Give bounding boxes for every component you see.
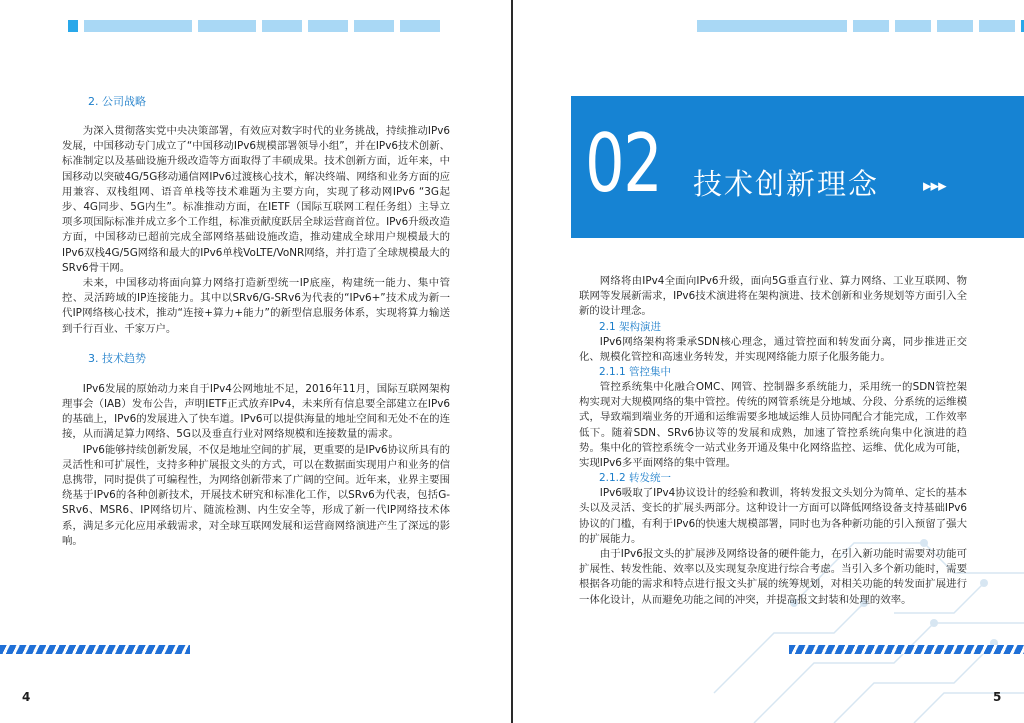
paragraph: 由于IPv6报文头的扩展涉及网络设备的硬件能力，在引入新功能时需要对功能可扩展性、转发性能、效率以及实现复杂度进行综合考虑。当引入多个新功能时，需要根据各功能的需求和特点进行报文头扩展的统筹规划，对相关功能的转发面扩展进行一体化设计，从而避免功能之间的冲突，并提高报文封装和处理的效率。	[579, 548, 967, 606]
bottom-stripe-decoration	[789, 645, 1024, 654]
bottom-stripe-decoration	[0, 645, 190, 654]
top-decoration-bars	[697, 20, 1024, 32]
paragraph: 管控系统集中化融合OMC、网管、控制器多系统能力，采用统一的SDN管控架构实现对大规模网络的集中管控。传统的网管系统是分地域、分段、分系统的运维模式，导致端到端业务的开通和运维需要多地域运维人员协同配合才能完成，工作效率低下。随着SDN、SRv6协议等的发展和成熟，加速了管控系统向集中化演进的趋势。集中化的管控系统令一站式业务开通及集中化网络监控、运维、优化成为可能，实现IPv6多平面网络的集中管理。	[579, 381, 967, 470]
paragraph: IPv6吸取了IPv4协议设计的经验和教训，将转发报文头划分为简单、定长的基本头以及灵活、变长的扩展头两部分。这种设计一方面可以降低网络设备支持基础IPv6协议的门槛，有利于IPv6的快速大规模部署，同时也为各种新功能的引入预留了强大的扩展能力。	[579, 487, 967, 545]
section-heading-strategy: 2. 公司战略	[88, 95, 146, 108]
left-page	[0, 0, 511, 723]
paragraph: 为深入贯彻落实党中央决策部署，有效应对数字时代的业务挑战，持续推动IPv6发展，中国移动专门成立了“中国移动IPv6规模部署领导小组”，并在IPv6技术创新、标准制定以及基础设施升级改造等方面取得了丰硕成果。技术创新方面，近年来，中国移动以突破4G/5G移动通信网IPv6过渡核心技术，解决终端、网络和业务方面的应用兼容、双栈组网、语音单栈等技术难题为主要方向，实现了移动网IPv6 “3G起步、4G同步、5G内生”。标准推动方面，在IETF（国际互联网工程任务组）主导立项多项国际标准并成立多个工作组，标准贡献度跃居全球运营商首位。IPv6升级改造方面，中国移动已超前完成全部网络基础设施改造，推动建成全球用户规模最大的IPv6双栈4G/5G网络和最大的IPv6单栈VoLTE/VoNR网络，并打造了全球规模最大的SRv6骨干网。	[62, 125, 450, 274]
top-decoration-bars	[68, 20, 440, 32]
subsection-heading-control: 2.1.1 管控集中	[598, 366, 671, 379]
section-heading-trend: 3. 技术趋势	[88, 351, 146, 365]
chapter-title: 技术创新理念	[693, 167, 880, 201]
subsection-heading-forwarding: 2.1.2 转发统一	[598, 472, 671, 485]
right-page	[513, 0, 1024, 723]
subsection-heading-architecture: 2.1 架构演进	[598, 320, 661, 333]
page-number: 5	[993, 690, 1002, 704]
right-body	[579, 274, 967, 608]
chapter-banner	[571, 96, 1024, 238]
paragraph: IPv6网络架构将秉承SDN核心理念，通过管控面和转发面分离，同步推进正交化、规模化管控和高速业务转发，并实现网络能力原子化服务能力。	[579, 335, 967, 363]
paragraph: 网络将由IPv4全面向IPv6升级，面向5G垂直行业、算力网络、工业互联网、物联网等发展新需求，IPv6技术演进将在架构演进、技术创新和业务规划等方面引入全新的设计理念。	[579, 275, 967, 318]
paragraph: IPv6能够持续创新发展，不仅是地址空间的扩展，更重要的是IPv6协议所具有的灵活性和可扩展性，支持多种扩展报文头的方式，可以在数据面实现用户和业务的信息携带，同时提供了可编程性，为网络创新带来了广阔的空间。近年来，业界主要围绕基于IPv6的各种创新技术，开展技术研究和标准化工作，以SRv6为代表，包括G-SRv6、MSR6、IP网络切片、随流检测、内生安全等，形成了新一代IP网络技术体系，满足多元化应用承载需求，对全球互联网发展和运营商网络演进产生了深远的影响。	[62, 443, 450, 547]
paragraph: 未来，中国移动将面向算力网络打造新型统一IP底座，构建统一能力、集中管控、灵活跨域的IP连接能力。其中以SRv6/G-SRv6为代表的“IPv6+”技术成为新一代IP网络核心技术，推动“连接+算力+能力”的新型信息服务体系，实现将算力输送到千行百业、千家万户。	[62, 277, 450, 335]
left-body	[62, 94, 450, 549]
chapter-number: 02	[585, 117, 662, 210]
triple-arrow-icon: ▸▸▸	[923, 176, 946, 196]
page-number: 4	[22, 690, 31, 704]
paragraph: IPv6发展的原始动力来自于IPv4公网地址不足，2016年11月，国际互联网架构理事会（IAB）发布公告，声明IETF正式放弃IPv4，未来所有信息要全部建立在IPv6的基础上，IPv6的发展进入了快车道。IPv6可以提供海量的地址空间和无处不在的连接，从而满足算力网络、5G以及垂直行业对网络规模和连接数量的需求。	[62, 382, 450, 441]
